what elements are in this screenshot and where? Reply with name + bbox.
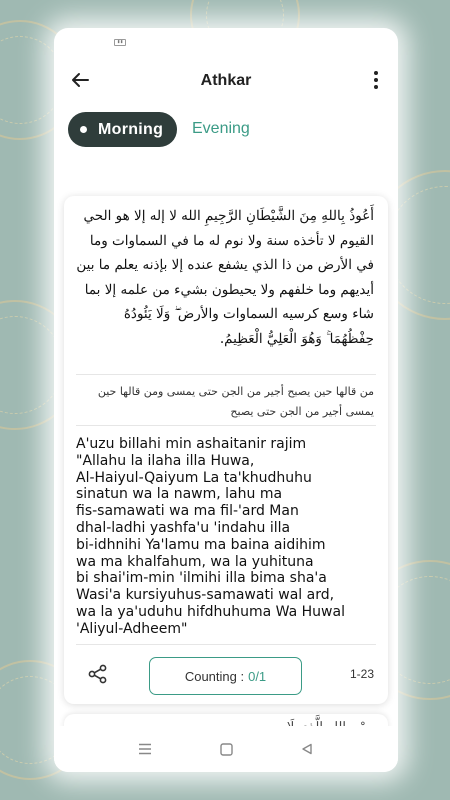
share-icon	[88, 664, 108, 684]
system-navigation-bar	[54, 726, 398, 772]
dhikr-arabic-text: أَعُوذُ بِاللهِ مِنَ الشَّيْطَانِ الرَّجِيمِ الله لا إله إلا هو الحي القيوم لا تأخذه سنة ولا نوم له ما في السماوات وما في الأرض من ذا الذي يشفع عنده إلا بإذنه يعلم ما بين أيديهم وما خلفهم ولا يحيطون بشيء من علمه إلا بما شاء وسع كرسيه السماوات والأرض ۖ وَلَا يَئُودُهُ حِفْظُهُمَا ۚ وَهُوَ الْعَلِيُّ الْعَظِيمُ.	[76, 208, 374, 347]
page-title: Athkar	[200, 72, 252, 89]
tab-morning-label: Morning	[98, 120, 164, 138]
phone-screen	[54, 28, 398, 772]
counter-label: Counting :	[184, 668, 245, 684]
dhikr-virtue-note: من قالها حين يصبح أجير من الجن حتى يمسى ومن قالها حين يمسى أجير من الجن حتى يصبح	[97, 385, 374, 418]
status-bar	[54, 28, 398, 56]
dhikr-content[interactable]	[64, 196, 388, 704]
nav-back-icon	[301, 743, 313, 755]
app-bar	[54, 56, 398, 108]
page-index: 1-23	[349, 667, 374, 681]
more-vertical-icon	[374, 71, 378, 75]
dhikr-transliteration: A'uzu billahi min ashaitanir rajim "Allahu la ilaha illa Huwa, Al-Haiyul-Qaiyum La ta'khudhuhu sinatun wa la nawm, lahu ma fis-samawati wa ma fil-'ard Man dhal-ladhi yashfa'u 'indahu illa bi-idhnihi Ya'lamu ma baina aidihim wa ma khalfahum, wa la yuhituna bi shai'im-min 'ilmihi illa bima sha'a Wasi'a kursiyuhus-samawati wal ard, wa la ya'uduhu hifdhuhuma Wa Huwal 'Aliyul-Adheem"	[76, 436, 345, 637]
home-button[interactable]	[217, 740, 235, 758]
divider	[76, 374, 376, 375]
tab-evening[interactable]: Evening	[192, 120, 250, 137]
recents-icon	[138, 743, 152, 755]
share-button[interactable]	[88, 664, 112, 688]
home-icon	[220, 743, 233, 756]
counter-value: 0/1	[248, 668, 267, 684]
counter-button[interactable]	[149, 657, 302, 695]
card-footer	[64, 654, 388, 696]
dhikr-card	[64, 196, 388, 704]
more-options-button[interactable]	[364, 66, 388, 94]
divider	[76, 425, 376, 426]
divider	[76, 644, 376, 645]
notification-icon: ▮▮	[114, 39, 126, 46]
tab-morning[interactable]	[68, 112, 177, 147]
selected-dot-icon	[80, 126, 87, 133]
nav-back-button[interactable]	[298, 740, 316, 758]
time-tabs	[54, 108, 398, 152]
recents-button[interactable]	[136, 740, 154, 758]
